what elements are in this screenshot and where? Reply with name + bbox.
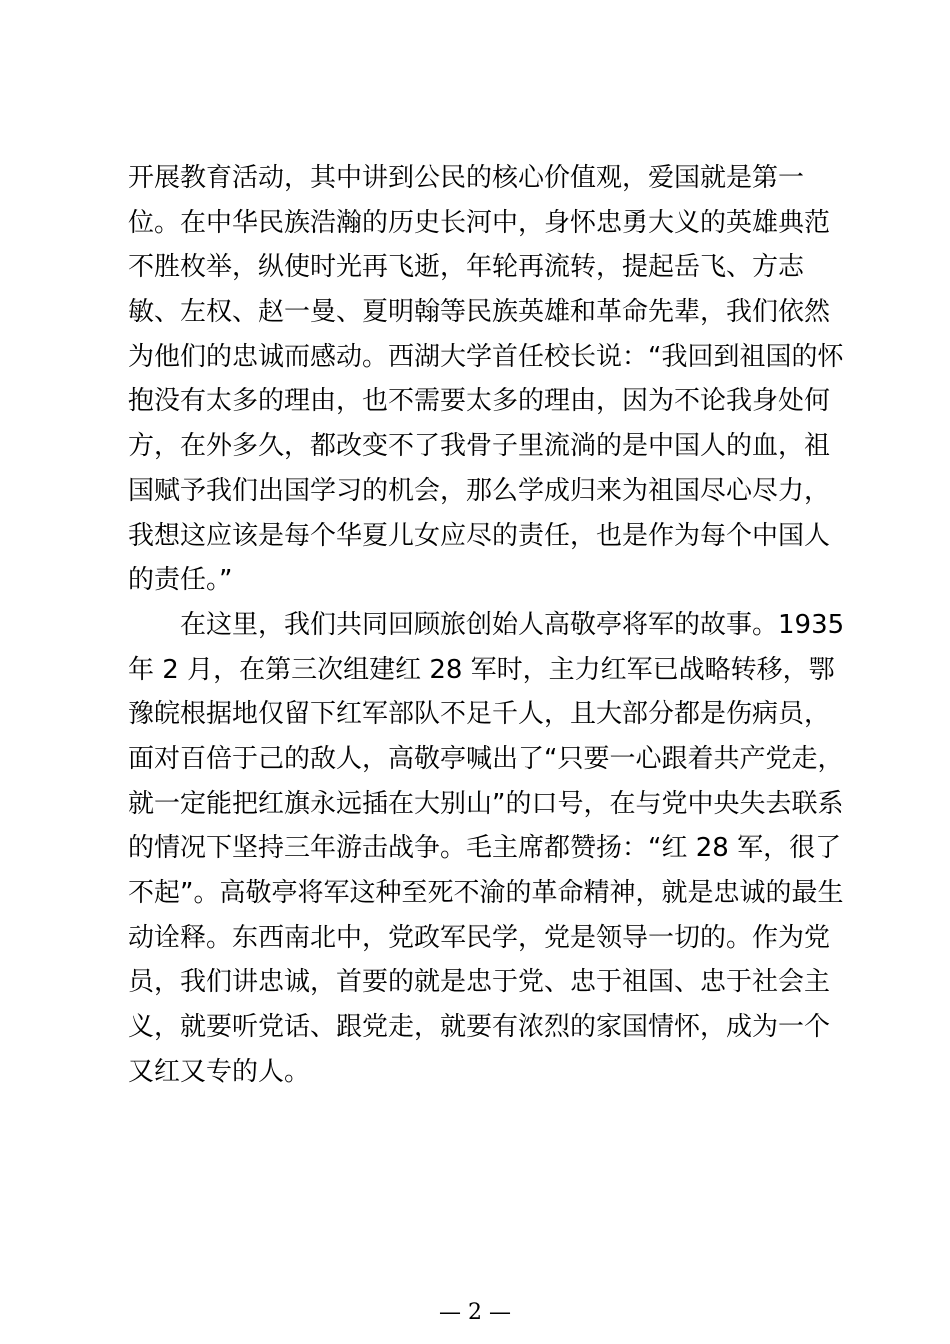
paragraph-2	[128, 603, 845, 1095]
text-line: 面对百倍于己的敌人，高敬亭喊出了“只要一心跟着共产党走，	[128, 743, 844, 774]
text-line: 的责任。”	[128, 565, 233, 596]
text-line: 在这里，我们共同回顾旅创始人高敬亭将军的故事。1935	[180, 609, 845, 640]
text-line: 位。在中华民族浩瀚的历史长河中，身怀忠勇大义的英雄典范	[128, 207, 831, 238]
text-line: 开展教育活动，其中讲到公民的核心价值观，爱国就是第一	[128, 163, 805, 193]
text-line: 不起”。高敬亭将军这种至死不渝的革命精神，就是忠诚的最生	[128, 878, 844, 908]
text-line: 动诠释。东西南北中，党政军民学，党是领导一切的。作为党	[128, 922, 831, 953]
text-line: 抱没有太多的理由，也不需要太多的理由，因为不论我身处何	[128, 386, 831, 417]
text-line: 又红又专的人。	[128, 1056, 311, 1087]
text-line: 年 2 月，在第三次组建红 28 军时，主力红军已战略转移，鄂	[128, 654, 835, 685]
text-line: 豫皖根据地仅留下红军部队不足千人，且大部分都是伤病员，	[128, 699, 831, 730]
text-line: 不胜枚举，纵使时光再飞逝，年轮再流转，提起岳飞、方志	[128, 252, 805, 283]
text-line: 我想这应该是每个华夏儿女应尽的责任，也是作为每个中国人	[128, 520, 831, 551]
text-line: 员，我们讲忠诚，首要的就是忠于党、忠于祖国、忠于社会主	[128, 967, 831, 998]
page-number: — 2 —	[439, 1300, 511, 1325]
text-line: 方，在外多久，都改变不了我骨子里流淌的是中国人的血，祖	[128, 431, 831, 462]
text-line: 的情况下坚持三年游击战争。毛主席都赞扬：“红 28 军，很了	[128, 833, 842, 864]
text-line: 就一定能把红旗永远插在大别山”的口号，在与党中央失去联系	[128, 788, 844, 819]
paragraph-1	[128, 156, 844, 603]
text-line: 国赋予我们出国学习的机会，那么学成归来为祖国尽心尽力，	[128, 475, 831, 506]
text-line: 敏、左权、赵一曼、夏明翰等民族英雄和革命先辈，我们依然	[128, 297, 831, 328]
body-text	[128, 156, 845, 1094]
text-line: 为他们的忠诚而感动。西湖大学首任校长说：“我回到祖国的怀	[128, 341, 844, 372]
text-line: 义，就要听党话、跟党走，就要有浓烈的家国情怀，成为一个	[128, 1012, 831, 1043]
